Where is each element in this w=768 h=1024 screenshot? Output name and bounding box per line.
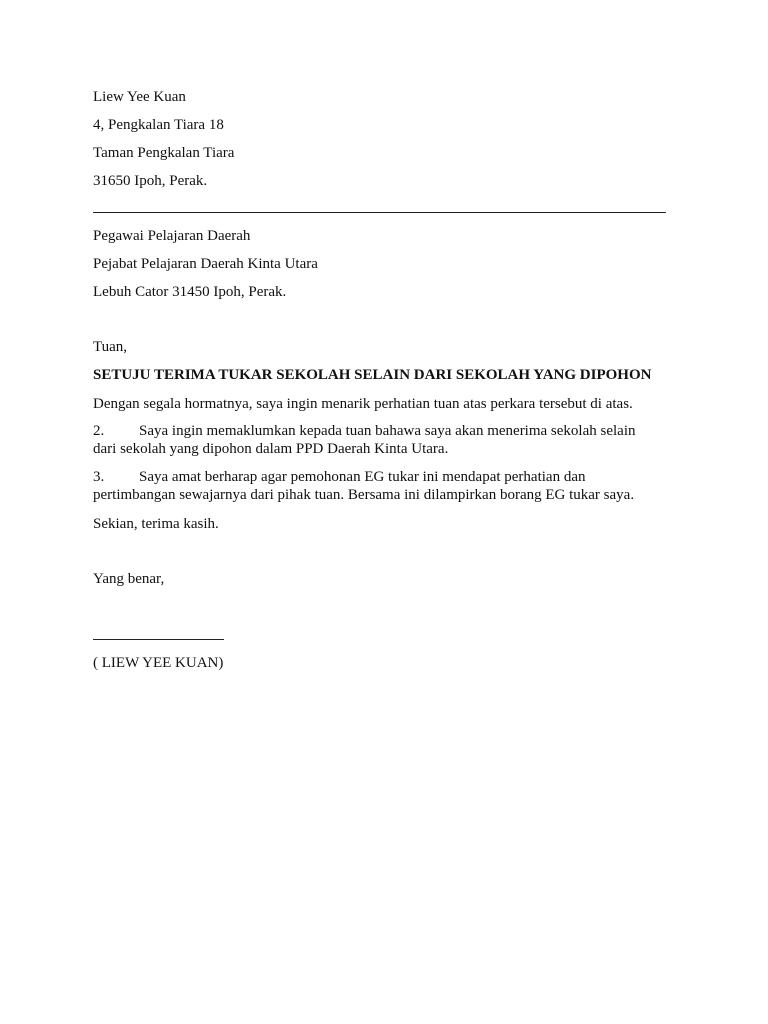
closing-line: Sekian, terima kasih.	[93, 516, 219, 532]
sender-name: Liew Yee Kuan	[93, 89, 186, 105]
paragraph-3-first-line	[93, 468, 693, 486]
letter-subject: SETUJU TERIMA TUKAR SEKOLAH SELAIN DARI SEKOLAH YANG DIPOHON	[93, 367, 652, 383]
paragraph-2-first-line	[93, 422, 693, 440]
body-paragraph-1: Dengan segala hormatnya, saya ingin menarik perhatian tuan atas perkara tersebut di atas.	[93, 396, 633, 412]
signature-line	[93, 639, 224, 640]
signature-name: ( LIEW YEE KUAN)	[93, 655, 224, 671]
recipient-office: Pejabat Pelajaran Daerah Kinta Utara	[93, 256, 318, 272]
paragraph-2-line2: dari sekolah yang dipohon dalam PPD Daerah Kinta Utara.	[93, 441, 449, 457]
body-paragraph-3	[93, 468, 693, 504]
salutation: Tuan,	[93, 339, 128, 355]
valediction: Yang benar,	[93, 571, 165, 587]
body-paragraph-2	[93, 422, 693, 458]
paragraph-3-number: 3.	[93, 469, 105, 485]
paragraph-2-number: 2.	[93, 423, 105, 439]
paragraph-3-line2: pertimbangan sewajarnya dari pihak tuan. Bersama ini dilampirkan borang EG tukar saya.	[93, 487, 635, 503]
sender-address-line1: 4, Pengkalan Tiara 18	[93, 117, 224, 133]
recipient-title: Pegawai Pelajaran Daerah	[93, 228, 251, 244]
address-divider	[93, 212, 666, 213]
recipient-address: Lebuh Cator 31450 Ipoh, Perak.	[93, 284, 287, 300]
paragraph-2-line1: Saya ingin memaklumkan kepada tuan bahawa saya akan menerima sekolah selain	[139, 423, 636, 439]
sender-address-line2: Taman Pengkalan Tiara	[93, 145, 235, 161]
paragraph-3-line1: Saya amat berharap agar pemohonan EG tukar ini mendapat perhatian dan	[139, 469, 586, 485]
sender-address-line3: 31650 Ipoh, Perak.	[93, 173, 208, 189]
